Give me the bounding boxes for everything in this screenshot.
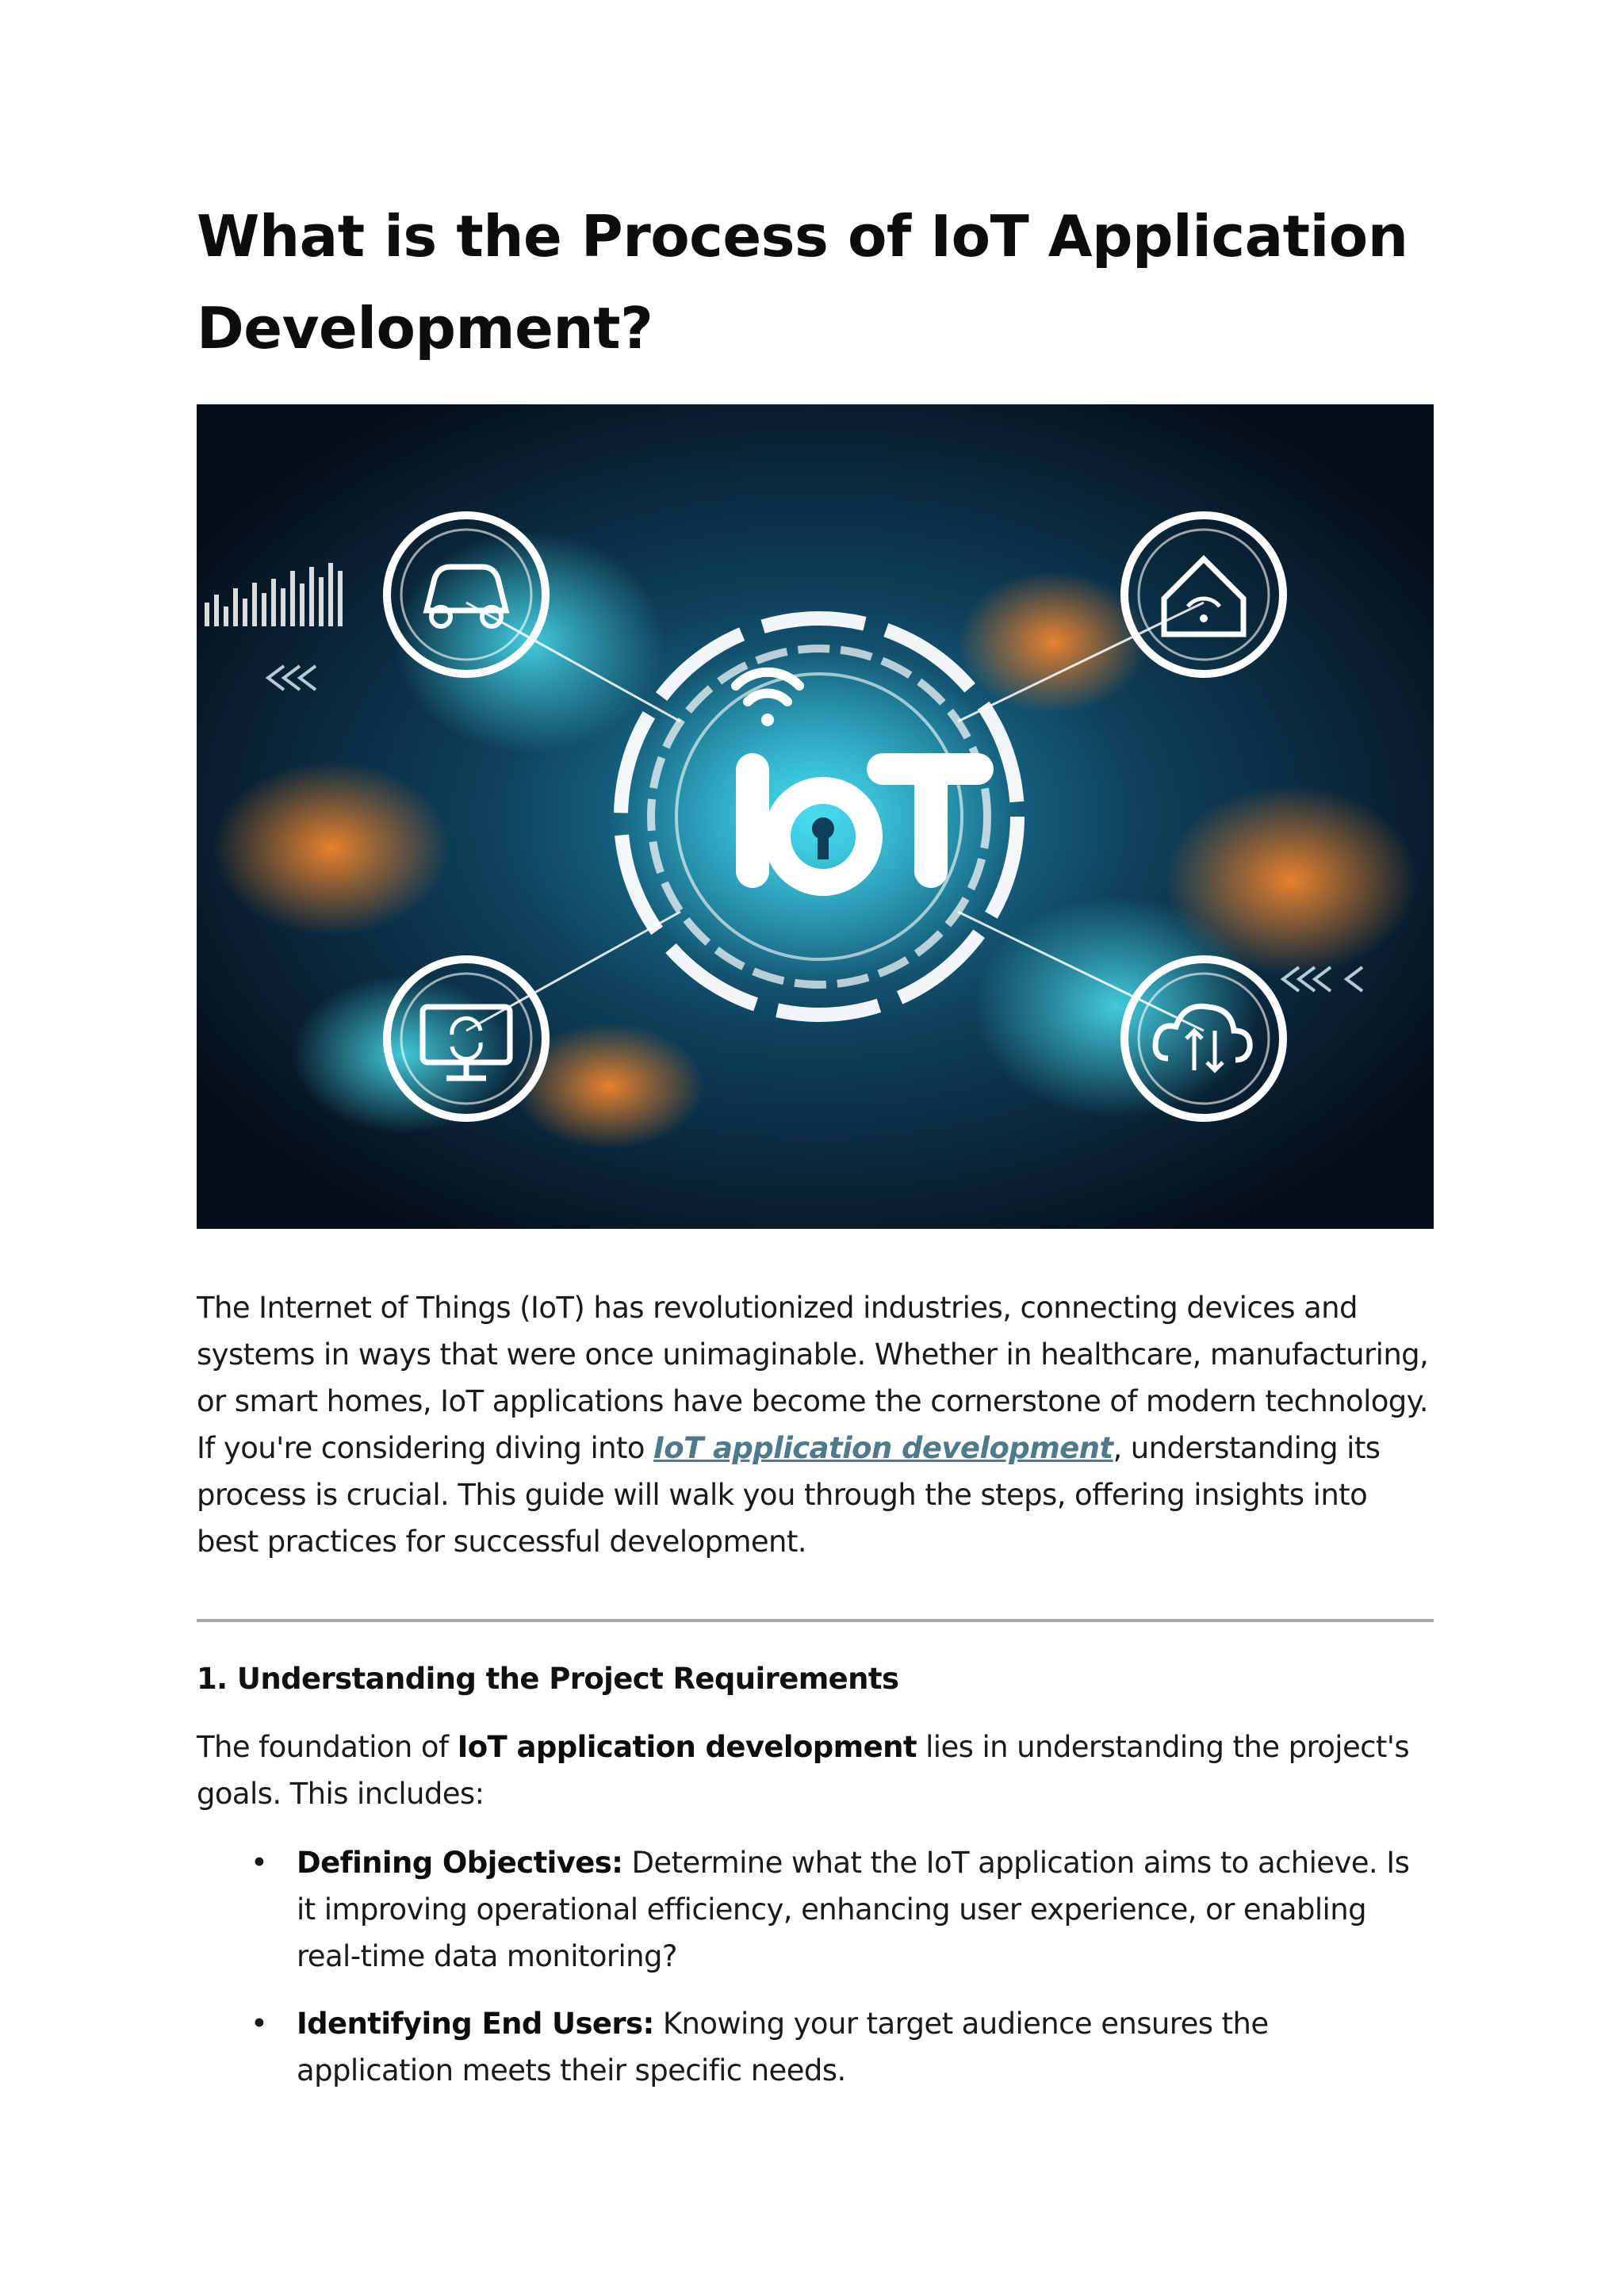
section-heading: 1. Understanding the Project Requirements (197, 1662, 899, 1696)
list-item-title: Defining Objectives: (297, 1846, 623, 1880)
bullet-icon: • (251, 1846, 268, 1880)
section-divider (197, 1619, 1434, 1622)
requirements-list (197, 1839, 1434, 2114)
section-intro (197, 1724, 1434, 1817)
intro-text-end: , understanding its process is crucial. This guide will walk you through the steps, offering insights into best practices for successful development. (197, 1431, 1381, 1559)
iot-development-link[interactable]: IoT application development (653, 1431, 1113, 1465)
section-intro-start: The foundation of (197, 1730, 458, 1764)
bullet-icon: • (251, 2007, 268, 2041)
section-intro-end: lies in understanding the project's goals. This includes: (197, 1730, 1410, 1811)
intro-paragraph (197, 1284, 1434, 1565)
list-item (197, 2000, 1434, 2094)
list-item-title: Identifying End Users: (297, 2007, 654, 2041)
list-item-text: Determine what the IoT application aims to achieve. Is it improving operational efficiency, enhancing user experience, or enabling real-time data monitoring? (297, 1846, 1410, 1973)
section-intro-bold: IoT application development (457, 1730, 917, 1764)
article-title: What is the Process of IoT Application Development? (197, 203, 1408, 362)
list-item (197, 1839, 1434, 1980)
list-item-text: Knowing your target audience ensures the application meets their specific needs. (297, 2007, 1269, 2087)
intro-text-start: The Internet of Things (IoT) has revolutionized industries, connecting devices and systems in ways that were once unimaginable. Whether in healthcare, manufacturing, or smart homes, IoT applications have become the cornerstone of modern technology. If you're considering diving into (197, 1291, 1429, 1465)
hero-image (197, 404, 1434, 1229)
